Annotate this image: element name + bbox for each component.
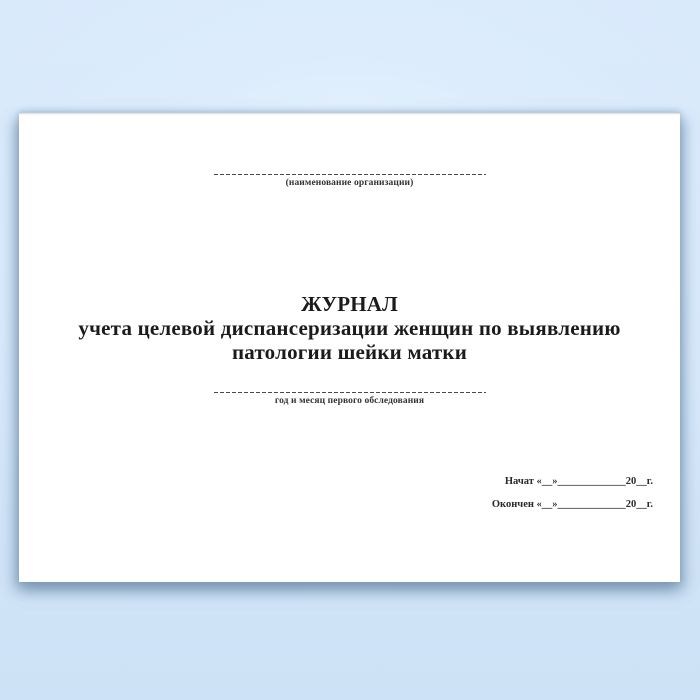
first-exam-date-caption: год и месяц первого обследования xyxy=(274,396,425,406)
organization-name-section xyxy=(214,174,486,188)
start-end-dates xyxy=(492,476,653,522)
journal-title-line2: учета целевой диспансеризации женщин по выявлению xyxy=(78,316,621,340)
first-exam-date-section xyxy=(214,392,486,406)
journal-cover-page xyxy=(19,112,680,582)
organization-name-blank-line xyxy=(214,174,486,176)
journal-start-date-line: Начат «__»_____________20__г. xyxy=(504,476,653,487)
journal-title xyxy=(19,292,680,364)
journal-title-line3: патологии шейки матки xyxy=(231,340,467,364)
organization-name-caption: (наименование организации) xyxy=(285,178,414,188)
journal-end-date-line: Окончен «__»_____________20__г. xyxy=(491,499,653,510)
first-exam-date-blank-line xyxy=(214,392,486,394)
journal-title-line1: ЖУРНАЛ xyxy=(300,292,399,316)
